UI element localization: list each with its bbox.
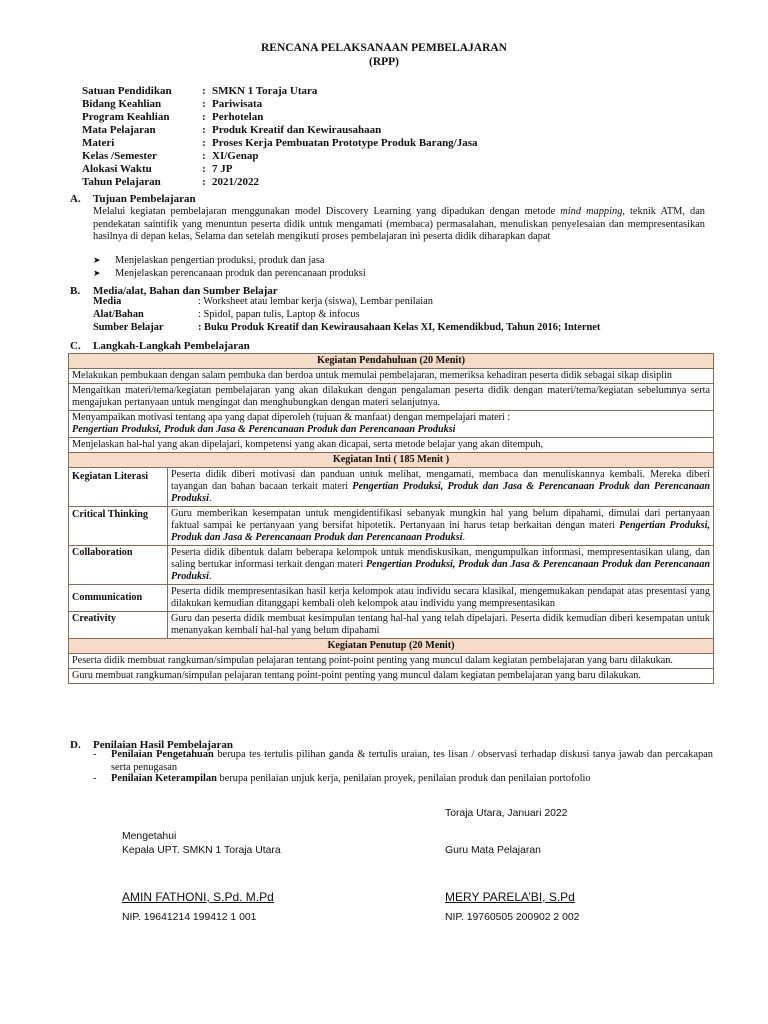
table-row — [69, 468, 714, 507]
inti-emphasis: Pengertian Produksi, Produk dan Jasa & Perencanaan Produk dan Perencanaan Produksi — [171, 481, 710, 504]
inti-desc — [168, 468, 714, 507]
identity-colon: : — [202, 137, 206, 149]
media-row — [93, 321, 600, 334]
mengetahui-label: Mengetahui — [122, 831, 177, 842]
inti-desc — [168, 546, 714, 585]
section-number: B. — [70, 285, 81, 297]
table-row — [69, 507, 714, 546]
media-value: : Worksheet atau lembar kerja (siswa), Lembar penilaian — [198, 296, 433, 307]
media-label: Sumber Belajar — [93, 322, 164, 333]
identity-row — [82, 163, 232, 176]
table-row — [69, 453, 714, 468]
inti-text: Peserta didik dibentuk dalam beberapa kelompok untuk mendiskusikan, mengumpulkan informasi, mempresentasikan ulang, dan saling bertukar informasi terkait dengan materi — [171, 547, 710, 570]
identity-row — [82, 150, 258, 163]
inti-label: Collaboration — [69, 546, 168, 585]
identity-colon: : — [202, 85, 206, 97]
identity-value: 7 JP — [212, 163, 233, 175]
identity-colon: : — [202, 111, 206, 123]
table-row — [69, 546, 714, 585]
identity-row — [82, 111, 263, 124]
identity-label: Bidang Keahlian — [82, 98, 162, 110]
identity-colon: : — [202, 124, 206, 136]
media-label: Alat/Bahan — [93, 309, 144, 320]
tujuan-text: , teknik ATM, dan pendekatan saintifik yang menuntun peserta didik untuk mengamati (membaca) permasalahan, menuliskan penyelesaian dan mempresentasikan hasilnya di depan kelas, Selama dan setelah mengikuti proses pembelajaran ini peserta didik diharapkan dapat — [93, 206, 705, 242]
dash-bullet: - — [93, 773, 97, 784]
doc-title: RENCANA PELAKSANAAN PEMBELAJARAN — [261, 42, 507, 54]
inti-desc — [168, 507, 714, 546]
section-a-heading — [70, 193, 196, 205]
penutup-cell: Guru membuat rangkuman/simpulan pelajaran tentang point-point penting yang muncul dalam kegiatan pembelajaran yang baru dilakukan. — [69, 669, 714, 684]
kepala-title: Kepala UPT. SMKN 1 Toraja Utara — [122, 845, 281, 856]
inti-label: Kegiatan Literasi — [69, 468, 168, 507]
arrow-bullet-icon: ➤ — [93, 255, 101, 265]
table-row — [69, 654, 714, 669]
guru-nip: NIP. 19760505 200902 2 002 — [445, 912, 580, 923]
tujuan-text: Melalui kegiatan pembelajaran menggunakan model Discovery Learning yang dipadukan dengan metode — [93, 206, 561, 217]
table-row — [69, 354, 714, 369]
inti-label: Creativity — [69, 612, 168, 639]
penilaian-item — [93, 749, 713, 774]
table-row — [69, 612, 714, 639]
kepala-nip: NIP. 19641214 199412 1 001 — [122, 912, 257, 923]
identity-label: Program Keahlian — [82, 111, 170, 123]
media-value: : Spidol, papan tulis, Laptop & infocus — [198, 309, 360, 320]
media-row — [93, 308, 360, 321]
inti-text: . — [208, 571, 212, 582]
inti-text: Peserta didik mempresentasikan hasil kerja kelompok atau individu secara klasikal, mengemukakan pendapat atas presentasi yang dilakukan kemudian ditanggapi kembali oleh kelompok atau individu yang mempresentasikan — [171, 586, 710, 609]
penilaian-desc: berupa tes tertulis pilihan ganda & tertulis uraian, tes lisan / observasi terhadap diskusi tanya jawab dan percakapan serta penugasan — [111, 749, 713, 773]
bullet-text: Menjelaskan pengertian produksi, produk dan jasa — [115, 255, 325, 266]
identity-value: Proses Kerja Pembuatan Prototype Produk Barang/Jasa — [212, 137, 478, 149]
pendahuluan-cell: Mengaitkan materi/tema/kegiatan pembelajaran yang akan dilakukan dengan pengalaman peserta didik dengan materi/tema/kegiatan sebelumnya serta mengajukan pertanyaan untuk mengingat dan menghubungkan dengan materi selanjutnya. — [69, 384, 714, 411]
table-row — [69, 639, 714, 654]
table-row — [69, 585, 714, 612]
table-row — [69, 438, 714, 453]
penilaian-text — [111, 749, 713, 774]
inti-header: Kegiatan Inti ( 185 Menit ) — [69, 453, 714, 468]
table-row — [69, 369, 714, 384]
media-row — [93, 295, 433, 308]
identity-row — [82, 85, 317, 98]
arrow-bullet-icon: ➤ — [93, 268, 101, 278]
identity-label: Kelas /Semester — [82, 150, 157, 162]
identity-colon: : — [202, 176, 206, 188]
table-row — [69, 384, 714, 411]
inti-text: . — [462, 532, 466, 543]
penutup-header: Kegiatan Penutup (20 Menit) — [69, 639, 714, 654]
identity-row — [82, 176, 259, 189]
identity-colon: : — [202, 163, 206, 175]
tujuan-emphasis: mind mapping — [560, 206, 623, 217]
inti-desc — [168, 585, 714, 612]
tujuan-paragraph — [93, 206, 705, 244]
tujuan-bullet — [93, 255, 325, 266]
section-number: C. — [70, 340, 81, 352]
kepala-name: AMIN FATHONI, S.Pd. M.Pd — [122, 890, 274, 904]
dash-bullet: - — [93, 749, 97, 760]
pendahuluan-cell — [69, 411, 714, 438]
penilaian-item — [93, 773, 713, 786]
identity-colon: : — [202, 150, 206, 162]
penutup-cell: Peserta didik membuat rangkuman/simpulan pelajaran tentang point-point penting yang muncul dalam kegiatan pembelajaran yang baru dilakukan. — [69, 654, 714, 669]
identity-colon: : — [202, 98, 206, 110]
section-title: Langkah-Langkah Pembelajaran — [93, 340, 250, 352]
identity-row — [82, 124, 381, 137]
identity-label: Mata Pelajaran — [82, 124, 156, 136]
section-title: Penilaian Hasil Pembelajaran — [93, 739, 233, 751]
identity-row — [82, 137, 478, 150]
identity-label: Materi — [82, 137, 115, 149]
identity-label: Satuan Pendidikan — [82, 85, 172, 97]
section-title: Media/alat, Bahan dan Sumber Belajar — [93, 285, 278, 297]
pendahuluan-cell: Melakukan pembukaan dengan salam pembuka dan berdoa untuk memulai pembelajaran, memeriksa kehadiran peserta didik sebagai sikap disiplin — [69, 369, 714, 384]
inti-emphasis: Pengertian Produksi, Produk dan Jasa & Perencanaan Produk dan Perencanaan Produksi — [171, 559, 710, 582]
penilaian-text — [111, 773, 713, 786]
identity-label: Alokasi Waktu — [82, 163, 152, 175]
section-number: D. — [70, 739, 81, 751]
inti-text: . — [208, 493, 212, 504]
penilaian-desc: berupa penilaian unjuk kerja, penilaian proyek, penilaian produk dan penilaian portofolio — [216, 773, 591, 784]
identity-value: 2021/2022 — [212, 176, 260, 188]
inti-label: Critical Thinking — [69, 507, 168, 546]
inti-emphasis: Pengertian Produksi, Produk dan Jasa & Perencanaan Produk dan Perencanaan Produksi — [171, 520, 710, 543]
motivasi-text: Menyampaikan motivasi tentang apa yang dapat diperoleh (tujuan & manfaat) dengan mempelajari materi : — [72, 412, 511, 423]
identity-value: SMKN 1 Toraja Utara — [212, 85, 318, 97]
section-c-heading — [70, 340, 250, 352]
inti-text: Guru dan peserta didik membuat kesimpulan tentang hal-hal yang telah dipelajari. Peserta didik kemudian diberi kesempatan untuk menanyakan kembali hal-hal yang belum dipahami — [171, 613, 710, 636]
penilaian-bold: Penilaian Pengetahuan — [111, 749, 214, 760]
section-title: Tujuan Pembelajaran — [93, 193, 196, 205]
identity-value: Perhotelan — [212, 111, 264, 123]
guru-title: Guru Mata Pelajaran — [445, 845, 541, 856]
identity-label: Tahun Pelajaran — [82, 176, 161, 188]
table-row — [69, 669, 714, 684]
identity-row — [82, 98, 262, 111]
pendahuluan-header: Kegiatan Pendahuluan (20 Menit) — [69, 354, 714, 369]
section-number: A. — [70, 193, 81, 205]
inti-label: Communication — [69, 585, 168, 612]
inti-text: Guru memberikan kesempatan untuk mengidentifikasi sebanyak mungkin hal yang belum dipahami, dimulai dari pertanyaan faktual sampai ke pertanyaan yang bersifat hipotetik. Pertanyaan ini harus tetap berkaitan dengan materi — [171, 508, 710, 531]
tujuan-bullet — [93, 268, 366, 279]
media-label: Media — [93, 296, 122, 307]
inti-desc — [168, 612, 714, 639]
place-date: Toraja Utara, Januari 2022 — [445, 808, 568, 819]
kegiatan-table — [68, 353, 714, 684]
guru-name: MERY PARELA’BI, S.Pd — [445, 890, 575, 904]
doc-subtitle: (RPP) — [368, 56, 399, 68]
media-value: : Buku Produk Kreatif dan Kewirausahaan Kelas XI, Kemendikbud, Tahun 2016; Internet — [198, 322, 601, 333]
bullet-text: Menjelaskan perencanaan produk dan perencanaan produksi — [115, 268, 366, 279]
identity-value: XI/Genap — [212, 150, 259, 162]
penilaian-bold: Penilaian Keterampilan — [111, 773, 217, 784]
identity-value: Produk Kreatif dan Kewirausahaan — [212, 124, 382, 136]
table-row — [69, 411, 714, 438]
inti-text: Peserta didik diberi motivasi dan panduan untuk melihat, mengamati, membaca dan menuliskannya kembali. Mereka diberi tayangan dan bahan bacaan terkait materi — [171, 469, 710, 492]
materi-emphasis: Pengertian Produksi, Produk dan Jasa & Perencanaan Produk dan Perencanaan Produksi — [72, 424, 456, 435]
pendahuluan-cell: Menjelaskan hal-hal yang akan dipelajari, kompetensi yang akan dicapai, serta metode belajar yang akan ditempuh, — [69, 438, 714, 453]
identity-value: Pariwisata — [212, 98, 263, 110]
